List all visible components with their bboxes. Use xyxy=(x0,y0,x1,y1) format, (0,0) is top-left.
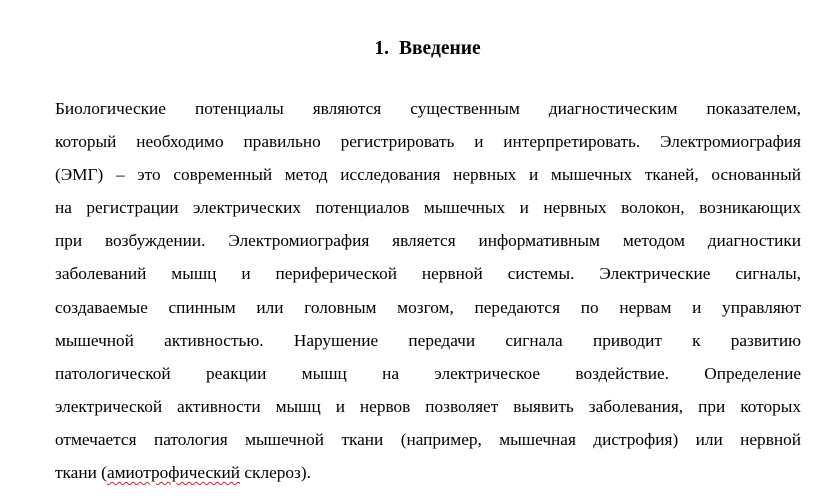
last-line-end: склероз). xyxy=(240,463,311,483)
paragraph-line: Биологические потенциалы являются существенным диагностическим показателем, xyxy=(55,99,801,118)
paragraph-line: при возбуждении. Электромиография является информативным методом диагностики xyxy=(55,231,801,251)
paragraph-line: отмечается патология мышечной ткани (например, мышечная дистрофия) или нервной xyxy=(55,429,801,449)
paragraph-line: (ЭМГ) – это современный метод исследования нервных и мышечных тканей, основанный xyxy=(55,165,801,185)
paragraph-line: на регистрации электрических потенциалов мышечных и нервных волокон, возникающих xyxy=(55,198,801,218)
misspelled-word[interactable]: амиотрофический xyxy=(106,463,241,483)
section-title: Введение xyxy=(399,38,481,59)
paragraph-line: заболеваний мышц и периферической нервной системы. Электрические сигналы, xyxy=(55,264,801,284)
paragraph-last-line xyxy=(55,456,801,489)
paragraph-line: который необходимо правильно регистрировать и интерпретировать. Электромиография xyxy=(55,132,801,152)
paragraph-line: мышечной активностью. Нарушение передачи сигнала приводит к развитию xyxy=(55,330,801,350)
paragraph-line: патологической реакции мышц на электрическое воздействие. Определение xyxy=(55,363,801,383)
body-paragraph[interactable] xyxy=(55,92,801,489)
last-line-start: ткани ( xyxy=(55,463,107,483)
section-number: 1. xyxy=(374,38,390,59)
paragraph-line: электрической активности мышц и нервов позволяет выявить заболевания, при которых xyxy=(55,396,801,416)
paragraph-line: создаваемые спинным или головным мозгом, передаются по нервам и управляют xyxy=(55,297,801,317)
section-heading xyxy=(0,36,835,62)
